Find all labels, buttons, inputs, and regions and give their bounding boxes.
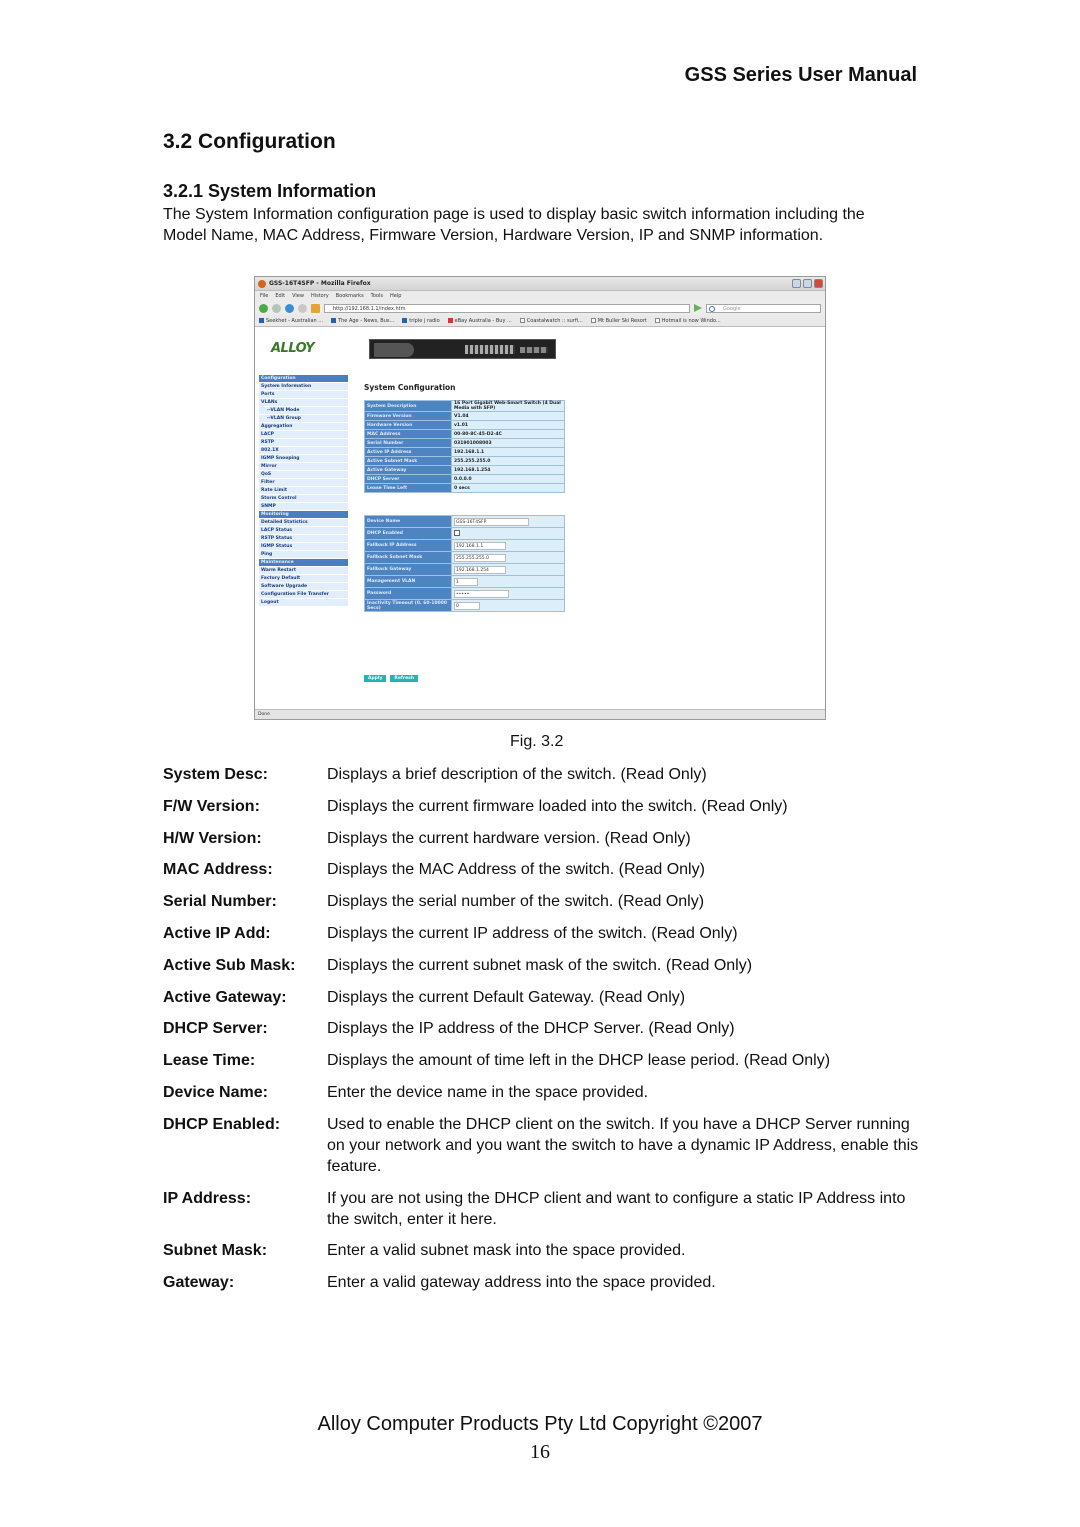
definition-description: Enter a valid subnet mask into the space provided.: [327, 1242, 686, 1260]
field-label: Password: [365, 588, 451, 599]
field-label: Device Name: [365, 516, 451, 527]
field-label: Fallback Gateway: [365, 564, 451, 575]
text-input[interactable]: GSS-16T4SFP: [454, 518, 529, 526]
form-row: [365, 576, 564, 587]
definition-description: Displays the current IP address of the switch. (Read Only): [327, 924, 738, 942]
definition-item: [163, 891, 923, 912]
bookmark-item[interactable]: The Age - News, Bus...: [331, 318, 394, 324]
form-row: [365, 600, 564, 611]
field-label: Management VLAN: [365, 576, 451, 587]
definition-item: [163, 828, 923, 849]
text-input[interactable]: 192.168.1.254: [454, 566, 506, 574]
sidebar-item[interactable]: Storm Control: [259, 495, 348, 503]
section-title: 3.2 Configuration: [163, 130, 336, 153]
web-page-content: [255, 328, 825, 709]
sidebar-item[interactable]: Ping: [259, 551, 348, 559]
field-label: Active Gateway: [365, 466, 451, 474]
definition-description: Displays the current firmware loaded into the switch. (Read Only): [327, 797, 788, 815]
stop-icon[interactable]: [298, 304, 307, 313]
footer-copyright: Alloy Computer Products Pty Ltd Copyright ©2007: [317, 1413, 763, 1435]
bookmark-item[interactable]: triple j radio: [402, 318, 439, 324]
definition-term: System Desc:: [163, 766, 268, 783]
table-row: [365, 439, 564, 447]
sidebar-item[interactable]: Configuration File Transfer: [259, 591, 348, 599]
definition-description: Displays the current Default Gateway. (Read Only): [327, 988, 686, 1006]
definition-term: Serial Number:: [163, 893, 277, 911]
forward-arrow-icon[interactable]: [272, 304, 281, 313]
text-input[interactable]: 1: [454, 578, 478, 586]
definition-description: Displays the IP address of the DHCP Server. (Read Only): [327, 1020, 735, 1038]
sidebar-item[interactable]: IGMP Status: [259, 543, 348, 551]
sidebar-item[interactable]: RSTP: [259, 439, 348, 447]
field-label: Hardware Version: [365, 421, 451, 429]
bookmark-item[interactable]: Mt Buller Ski Resort: [591, 318, 647, 324]
navigation-toolbar: [255, 301, 825, 315]
table-row: [365, 412, 564, 420]
menu-view[interactable]: View: [292, 293, 304, 299]
definition-description: Displays the current subnet mask of the switch. (Read Only): [327, 956, 753, 974]
sidebar-item[interactable]: System Information: [259, 383, 348, 391]
definition-item: [163, 1114, 923, 1177]
figure-browser-screenshot: [254, 276, 826, 720]
intro-paragraph: The System Information configuration page is used to display basic switch information including the Model Name, MAC Address, Firmware Version, Hardware Version, IP and SNMP information.: [163, 206, 865, 244]
field-label: Inactivity Timeout (0, 60-10000 Secs): [365, 600, 451, 611]
menu-history[interactable]: History: [310, 293, 329, 299]
menu-tools[interactable]: Tools: [370, 293, 383, 299]
definition-description: Enter the device name in the space provided.: [327, 1083, 649, 1101]
sidebar-item[interactable]: Software Upgrade: [259, 583, 348, 591]
table-row: [365, 401, 564, 411]
sidebar-item[interactable]: --VLAN Group: [259, 415, 348, 423]
sidebar-item[interactable]: Mirror: [259, 463, 348, 471]
field-value: 192.168.1.254: [452, 466, 564, 474]
definition-term: MAC Address:: [163, 861, 273, 879]
definition-description: Displays the current hardware version. (Read Only): [327, 829, 691, 847]
window-title: GSS-16T4SFP - Mozilla Firefox: [269, 280, 371, 287]
apply-button[interactable]: Apply: [364, 675, 386, 682]
definition-item: [163, 796, 923, 817]
field-label: Fallback Subnet Mask: [365, 552, 451, 563]
definition-term: Active Sub Mask:: [163, 956, 296, 974]
text-input[interactable]: 0: [454, 602, 480, 610]
sidebar-item[interactable]: Detailed Statistics: [259, 519, 348, 527]
text-input[interactable]: 192.168.1.1: [454, 542, 506, 550]
definition-term: Device Name:: [163, 1083, 268, 1101]
sidebar-item[interactable]: 802.1X: [259, 447, 348, 455]
form-row: [365, 564, 564, 575]
definition-term: Active Gateway:: [163, 988, 287, 1006]
sidebar-item[interactable]: Aggregation: [259, 423, 348, 431]
bookmark-item[interactable]: Coastalwatch :: surfi...: [520, 318, 583, 324]
definition-item: [163, 1018, 923, 1039]
field-value: 031901008003: [452, 439, 564, 447]
definition-item: [163, 859, 923, 880]
field-label: DHCP Enabled: [365, 528, 451, 539]
menu-edit[interactable]: Edit: [275, 293, 286, 299]
running-header: GSS Series User Manual: [684, 64, 917, 86]
table-row: [365, 484, 564, 492]
firefox-icon: [258, 280, 266, 288]
field-label: Active Subnet Mask: [365, 457, 451, 465]
sidebar-item[interactable]: --VLAN Mode: [259, 407, 348, 415]
field-label: System Description: [365, 401, 451, 411]
definition-description: Displays the serial number of the switch. (Read Only): [327, 893, 705, 911]
table-row: [365, 457, 564, 465]
form-row: [365, 588, 564, 599]
page-icon: [655, 318, 660, 323]
field-label: Active IP Address: [365, 448, 451, 456]
definition-description: Displays the MAC Address of the switch. (Read Only): [327, 861, 705, 879]
bookmarks-toolbar: [255, 315, 825, 327]
search-input[interactable]: Google: [706, 304, 821, 313]
definition-item: [163, 764, 923, 785]
field-value: V1.04: [452, 412, 564, 420]
sidebar-item[interactable]: SNMP: [259, 503, 348, 511]
definition-term: Lease Time:: [163, 1052, 256, 1070]
system-info-table: [364, 400, 565, 493]
field-label: Lease Time Left: [365, 484, 451, 492]
field-value: 0 secs: [452, 484, 564, 492]
window-titlebar: [255, 277, 825, 291]
definition-term: H/W Version:: [163, 829, 262, 847]
switch-product-image: [369, 339, 556, 359]
ebay-icon: [448, 318, 453, 323]
url-input[interactable]: http://192.168.1.1/index.htm: [324, 304, 690, 313]
sidebar-item[interactable]: Ports: [259, 391, 348, 399]
subsection-title: 3.2.1 System Information: [163, 181, 377, 201]
table-row: [365, 448, 564, 456]
definition-item: [163, 955, 923, 976]
definition-term: Gateway:: [163, 1274, 235, 1292]
bookmark-item[interactable]: Seekhet - Australian ...: [259, 318, 323, 324]
table-row: [365, 430, 564, 438]
bookmark-item[interactable]: eBay Australia - Buy ...: [448, 318, 512, 324]
page-title: System Configuration: [364, 383, 456, 392]
sidebar-section-header: Maintenance: [259, 559, 348, 567]
dhcp-enabled-checkbox[interactable]: [454, 530, 460, 536]
page-icon: [520, 318, 525, 323]
sidebar-item[interactable]: Logout: [259, 599, 348, 607]
field-definitions: [163, 764, 923, 1304]
sidebar-item[interactable]: QoS: [259, 471, 348, 479]
definition-term: Subnet Mask:: [163, 1242, 268, 1260]
sidebar-item[interactable]: Filter: [259, 479, 348, 487]
field-value: 00-80-8C-45-D2-4C: [452, 430, 564, 438]
page-number: 16: [530, 1441, 550, 1463]
field-label: Fallback IP Address: [365, 540, 451, 551]
reload-icon[interactable]: [285, 304, 294, 313]
field-value: 192.168.1.1: [452, 448, 564, 456]
definition-term: DHCP Enabled:: [163, 1115, 281, 1133]
definition-description: Displays the amount of time left in the DHCP lease period. (Read Only): [327, 1052, 831, 1070]
sidebar-section-header: Monitoring: [259, 511, 348, 519]
refresh-button[interactable]: Refresh: [390, 675, 418, 682]
home-icon[interactable]: [311, 304, 320, 313]
field-value: v1.01: [452, 421, 564, 429]
alloy-logo: ALLOY: [271, 341, 315, 356]
page-icon: [331, 318, 336, 323]
form-row: [365, 552, 564, 563]
form-row: [365, 516, 564, 527]
side-navigation-menu: [259, 375, 348, 607]
definition-item: [163, 987, 923, 1008]
password-input[interactable]: •••••: [454, 590, 509, 598]
sidebar-item[interactable]: LACP: [259, 431, 348, 439]
menu-bar: [255, 291, 825, 301]
bookmark-item[interactable]: Hotmail is now Windo...: [655, 318, 721, 324]
page-icon: [591, 318, 596, 323]
definition-item: [163, 1050, 923, 1071]
field-value: 0.0.0.0: [452, 475, 564, 483]
field-value: 255.255.255.0: [452, 457, 564, 465]
menu-help[interactable]: Help: [390, 293, 402, 299]
definition-item: [163, 923, 923, 944]
definition-term: F/W Version:: [163, 797, 260, 815]
system-config-form: [364, 515, 565, 612]
sidebar-item[interactable]: Factory Default: [259, 575, 348, 583]
table-row: [365, 475, 564, 483]
definition-item: [163, 1082, 923, 1103]
page-icon: [402, 318, 407, 323]
form-row: [365, 528, 564, 539]
google-icon: [709, 306, 715, 312]
text-input[interactable]: 255.255.255.0: [454, 554, 506, 562]
definition-description: If you are not using the DHCP client and want to configure a static IP Address into the switch, enter it here.: [327, 1189, 906, 1228]
form-row: [365, 540, 564, 551]
definition-item: [163, 1240, 923, 1261]
field-label: DHCP Server: [365, 475, 451, 483]
definition-term: IP Address:: [163, 1189, 252, 1207]
sidebar-section-header: Configuration: [259, 375, 348, 383]
page-icon: [259, 318, 264, 323]
field-value: 16 Port Gigabit Web-Smart Switch (4 Dual Media with SFP): [452, 401, 564, 411]
field-label: Firmware Version: [365, 412, 451, 420]
sidebar-item[interactable]: Warm Restart: [259, 567, 348, 575]
go-arrow-icon[interactable]: [694, 304, 702, 312]
sidebar-item[interactable]: RSTP Status: [259, 535, 348, 543]
definition-description: Used to enable the DHCP client on the switch. If you have a DHCP Server running on your network and you want the switch to have a dynamic IP Address, enable this feature.: [327, 1115, 919, 1175]
menu-file[interactable]: File: [260, 293, 269, 299]
definition-description: Displays a brief description of the switch. (Read Only): [327, 766, 707, 783]
definition-item: [163, 1272, 923, 1293]
sidebar-item[interactable]: LACP Status: [259, 527, 348, 535]
menu-bookmarks[interactable]: Bookmarks: [335, 293, 364, 299]
definition-term: Active IP Add:: [163, 924, 271, 942]
table-row: [365, 421, 564, 429]
table-row: [365, 466, 564, 474]
sidebar-item[interactable]: IGMP Snooping: [259, 455, 348, 463]
field-label: MAC Address: [365, 430, 451, 438]
definition-term: DHCP Server:: [163, 1020, 268, 1038]
figure-caption: Fig. 3.2: [510, 733, 564, 750]
status-bar: Done: [255, 709, 825, 719]
field-label: Serial Number: [365, 439, 451, 447]
back-arrow-icon[interactable]: [259, 304, 268, 313]
definition-item: [163, 1188, 923, 1230]
minimize-icon[interactable]: [792, 279, 801, 288]
sidebar-item[interactable]: Rate Limit: [259, 487, 348, 495]
definition-description: Enter a valid gateway address into the space provided.: [327, 1274, 716, 1292]
maximize-icon[interactable]: [803, 279, 812, 288]
close-icon[interactable]: [814, 279, 823, 288]
sidebar-item[interactable]: VLANs: [259, 399, 348, 407]
